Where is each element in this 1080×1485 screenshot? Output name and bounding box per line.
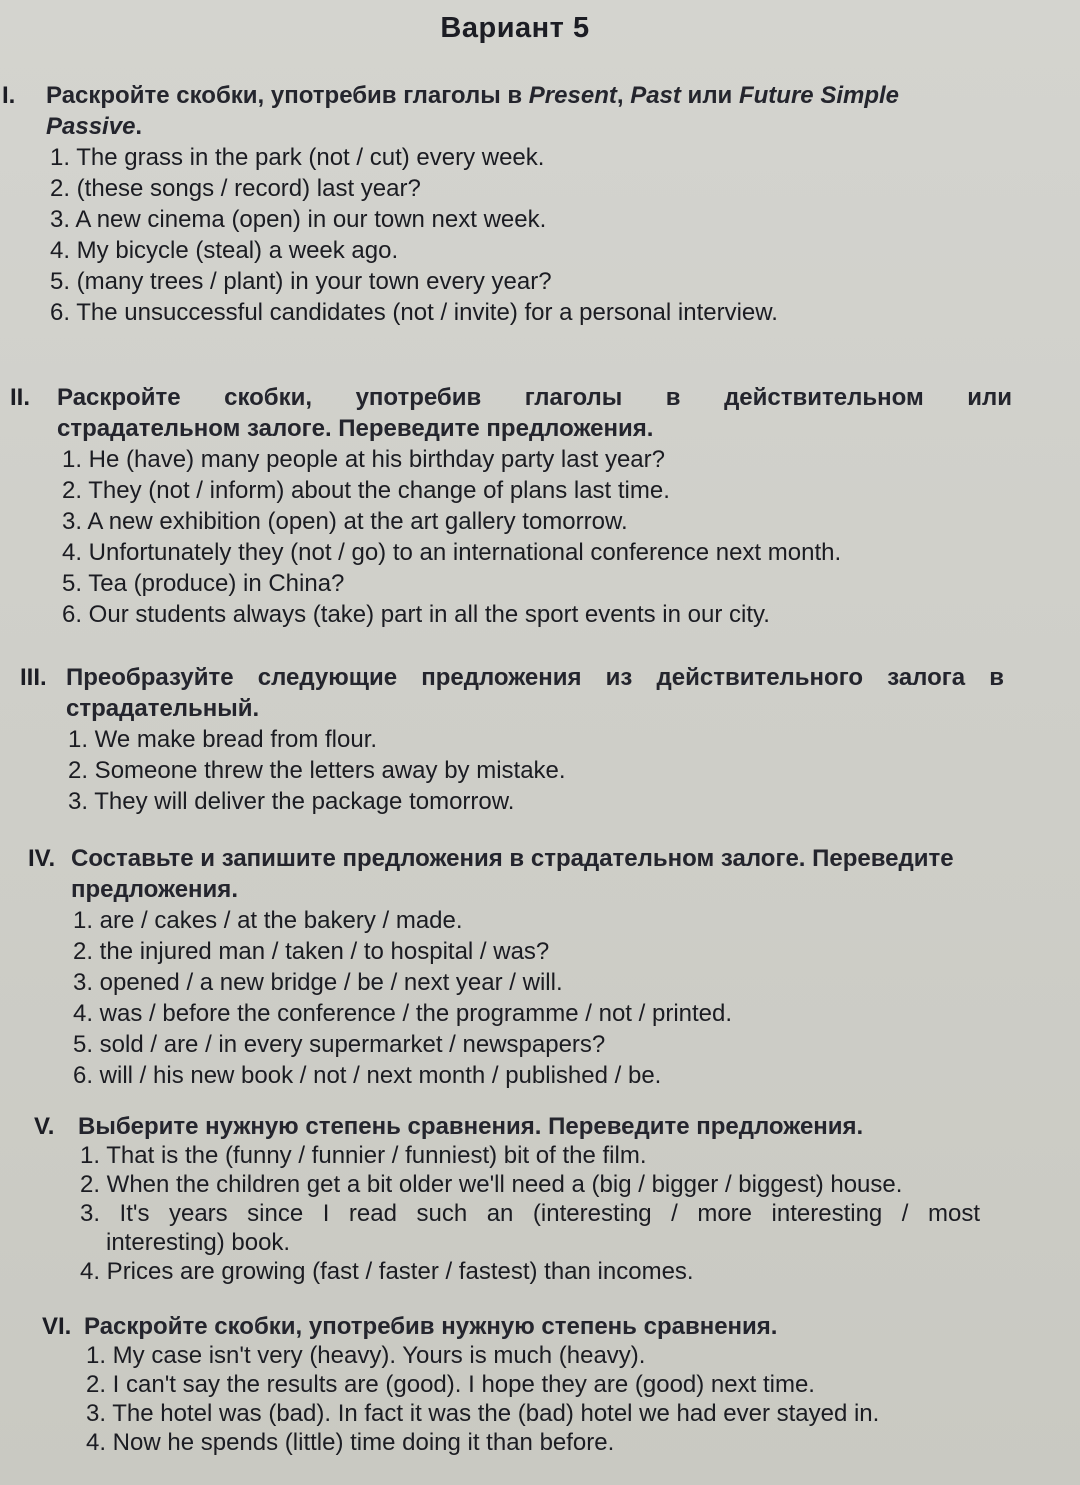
exercise-item: 6. will / his new book / not / next month / published / be. [73,1062,662,1089]
exercise-item: 2. (these songs / record) last year? [50,175,421,202]
heading-line: Раскройте скобки, употребив глаголы в Present, Past или Future Simple [46,82,900,109]
heading-line: страдательный. [66,695,260,722]
section-1 [0,80,1030,328]
section-heading [66,662,1004,724]
exercise-item: 5. sold / are / in every supermarket / newspapers? [73,1031,606,1058]
section-numeral: III. [20,664,47,691]
exercise-item: 4. Now he spends (little) time doing it than before. [86,1429,615,1456]
exercise-item: 3. opened / a new bridge / be / next year / will. [73,969,563,996]
exercise-list [73,905,1000,1091]
exercise-item: 5. (many trees / plant) in your town every year? [50,268,552,295]
section-3 [0,662,1004,817]
exercise-item: 1. That is the (funny / funnier / funniest) bit of the film. [80,1142,647,1169]
section-heading [57,382,1012,444]
section-2 [0,382,1012,630]
exercise-list [62,444,1012,630]
exercise-item: 4. Unfortunately they (not / go) to an international conference next month. [62,539,842,566]
heading-line: Составьте и запишите предложения в страдательном залоге. Переведите [71,845,954,872]
section-numeral: II. [10,384,31,411]
exercise-item: 3. They will deliver the package tomorrow. [68,788,515,815]
exercise-list [80,1141,985,1286]
section-heading [46,80,1030,142]
section-heading [71,843,1000,905]
exercise-item-continuation: interesting) book. [106,1229,291,1256]
exercise-item: 6. The unsuccessful candidates (not / invite) for a personal interview. [50,299,778,326]
heading-line: предложения. [71,876,238,903]
exercise-item: 3. The hotel was (bad). In fact it was the (bad) hotel we had ever stayed in. [86,1400,880,1427]
page-title: Вариант 5 [440,12,590,44]
section-4 [0,843,1000,1091]
heading-line: Раскройте скобки, употребив глаголы в действительном или [57,384,1012,411]
exercise-list [86,1341,985,1457]
exercise-item: 3. It's years since I read such an (interesting / more interesting / most [80,1200,980,1227]
exercise-item: 1. We make bread from flour. [68,726,378,753]
heading-line: страдательном залоге. Переведите предложения. [57,415,654,442]
exercise-item: 3. A new exhibition (open) at the art gallery tomorrow. [62,508,628,535]
section-numeral: V. [34,1113,55,1140]
section-heading [84,1312,985,1341]
exercise-item: 4. Prices are growing (fast / faster / fastest) than incomes. [80,1258,694,1285]
exercise-list [68,724,1004,817]
exercise-item: 2. I can't say the results are (good). I hope they are (good) next time. [86,1371,815,1398]
exercise-item: 4. was / before the conference / the programme / not / printed. [73,1000,733,1027]
section-numeral: IV. [28,845,56,872]
exercise-item: 1. He (have) many people at his birthday party last year? [62,446,665,473]
exercise-item: 1. My case isn't very (heavy). Yours is much (heavy). [86,1342,646,1369]
exercise-list [50,142,1030,328]
exercise-item: 4. My bicycle (steal) a week ago. [50,237,399,264]
exercise-item: 2. They (not / inform) about the change of plans last time. [62,477,670,504]
heading-line: Преобразуйте следующие предложения из действительного залога в [66,664,1004,691]
exercise-item: 1. are / cakes / at the bakery / made. [73,907,463,934]
exercise-item: 1. The grass in the park (not / cut) every week. [50,144,545,171]
heading-line: Раскройте скобки, употребив нужную степень сравнения. [84,1313,778,1340]
section-6 [0,1312,985,1457]
section-numeral: I. [2,82,16,109]
section-5 [0,1112,985,1286]
exercise-item: 6. Our students always (take) part in all the sport events in our city. [62,601,770,628]
section-heading [78,1112,985,1141]
section-numeral: VI. [42,1313,72,1340]
exercise-item: 2. When the children get a bit older we'll need a (big / bigger / biggest) house. [80,1171,903,1198]
exercise-item: 2. the injured man / taken / to hospital / was? [73,938,550,965]
heading-line: Выберите нужную степень сравнения. Переведите предложения. [78,1113,864,1140]
heading-line: Passive. [46,113,143,140]
exercise-item: 3. A new cinema (open) in our town next week. [50,206,547,233]
exercise-item: 2. Someone threw the letters away by mistake. [68,757,566,784]
exercise-item: 5. Tea (produce) in China? [62,570,345,597]
